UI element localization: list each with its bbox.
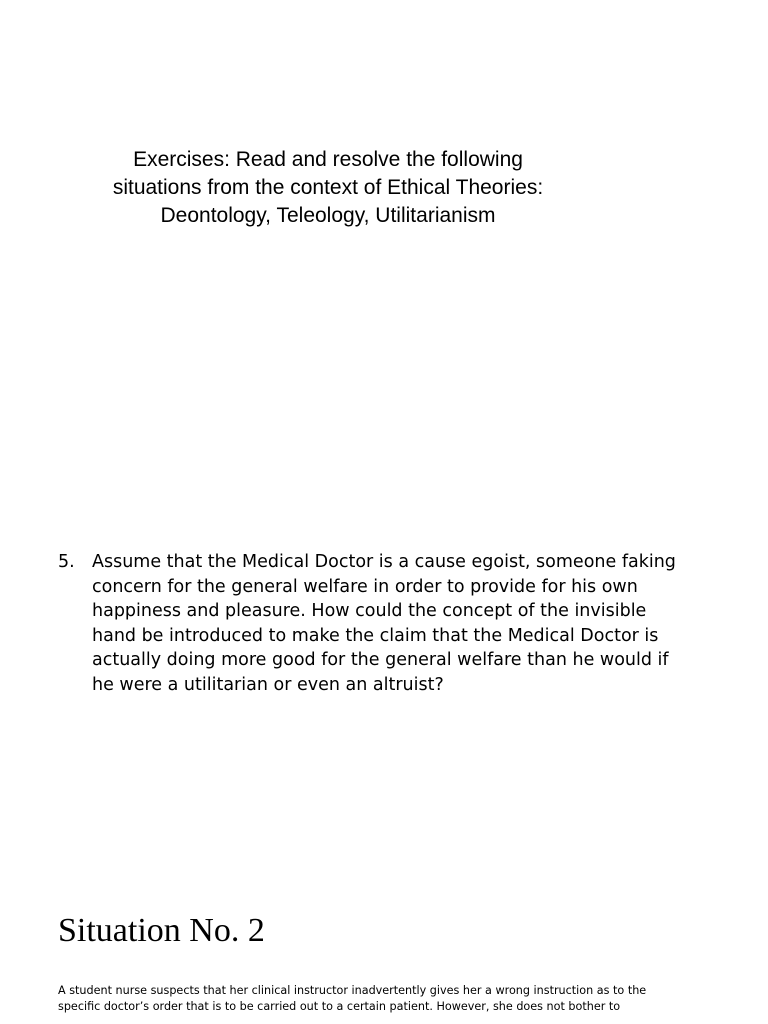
question-number: 5. xyxy=(58,552,75,572)
situation-heading: Situation No. 2 xyxy=(58,912,265,949)
exercise-title-line: situations from the context of Ethical Theories: xyxy=(112,176,544,199)
question-line: concern for the general welfare in order to provide for his own xyxy=(92,576,638,597)
question-line: actually doing more good for the general welfare than he would if xyxy=(92,650,669,670)
question-line: he were a utilitarian or even an altruist? xyxy=(92,674,444,695)
question-line: happiness and pleasure. How could the concept of the invisible xyxy=(92,601,647,621)
exercise-title xyxy=(40,146,616,230)
question-item xyxy=(58,550,708,697)
situation-body xyxy=(58,983,738,1015)
situation-line: A student nurse suspects that her clinical instructor inadvertently gives her a wrong instruction as to the xyxy=(58,984,647,997)
exercise-title-line: Exercises: Read and resolve the following xyxy=(133,148,523,171)
exercise-title-line: Deontology, Teleology, Utilitarianism xyxy=(160,204,496,227)
question-text xyxy=(92,550,708,697)
question-line: Assume that the Medical Doctor is a cause egoist, someone faking xyxy=(92,552,676,572)
situation-line: specific doctor’s order that is to be carried out to a certain patient. However, she does not bother to xyxy=(58,1000,621,1013)
question-line: hand be introduced to make the claim that the Medical Doctor is xyxy=(92,625,659,646)
